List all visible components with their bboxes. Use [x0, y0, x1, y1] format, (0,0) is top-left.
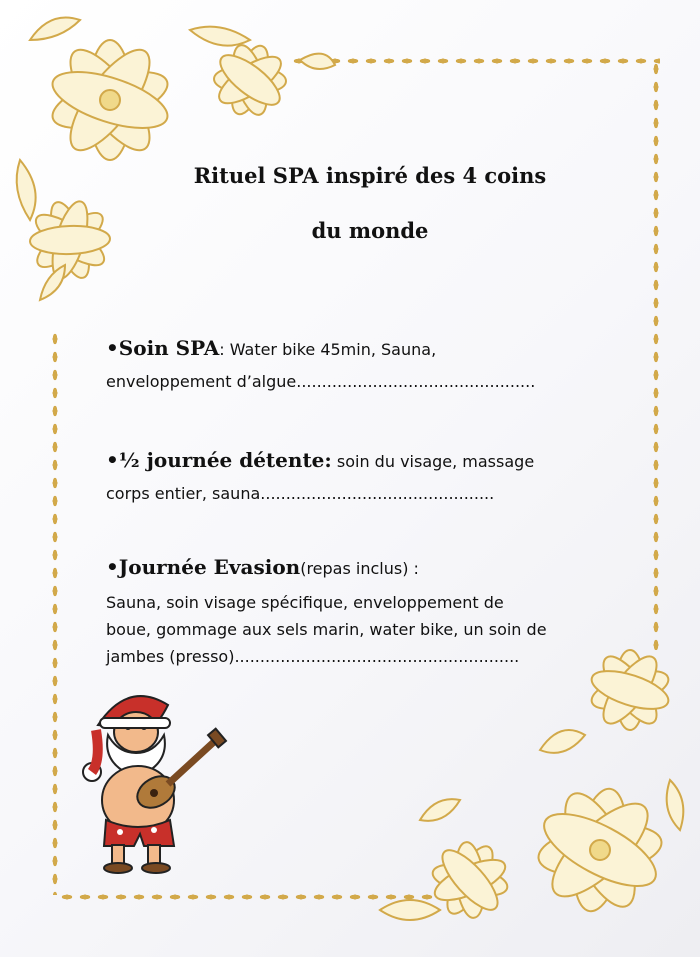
offer-bullet: • — [106, 448, 119, 472]
frame-right-border — [652, 60, 660, 650]
offer-description-cont: boue, gommage aux sels marin, water bike, un soin de — [106, 620, 547, 639]
offer-line-1 — [106, 332, 576, 366]
santa-ukulele-icon — [78, 680, 228, 880]
offer-name: ½ journée détente: — [118, 448, 332, 472]
frame-left-border — [51, 330, 59, 895]
offer-separator: : — [219, 340, 225, 359]
page-title-line-1: Rituel SPA inspiré des 4 coins — [193, 163, 547, 188]
offer-description: Water bike 45min, Sauna, — [224, 340, 437, 359]
offer-line-2 — [106, 366, 576, 398]
offer-description-end — [106, 643, 576, 670]
offer-journee-evasion — [106, 551, 576, 670]
offer-bullet: • — [106, 336, 119, 360]
offer-line-1 — [106, 551, 576, 585]
offer-description: Sauna, soin visage spécifique, enveloppement de — [106, 593, 504, 612]
offer-leader-dots: .............................................. — [260, 484, 495, 503]
offer-line-2 — [106, 478, 576, 510]
offer-name: Journée Evasion — [118, 555, 301, 579]
offer-leader-dots: ........................................................ — [234, 647, 520, 666]
offer-demi-journee-detente — [106, 444, 576, 510]
frame-top-border — [290, 57, 660, 65]
offer-description-cont: corps entier, sauna — [106, 484, 261, 503]
offer-leader-dots: ............................................... — [296, 372, 536, 391]
page-title-line-2: du monde — [311, 218, 429, 243]
offer-description-cont: enveloppement d’algue — [106, 372, 297, 391]
offer-name: Soin SPA — [118, 336, 220, 360]
offer-note: (repas inclus) : — [300, 559, 419, 578]
offer-description: soin du visage, massage — [331, 452, 535, 471]
offer-line-1 — [106, 444, 576, 478]
offer-description-last: jambes (presso) — [106, 647, 235, 666]
offer-bullet: • — [106, 555, 119, 579]
offer-soin-spa — [106, 332, 576, 398]
